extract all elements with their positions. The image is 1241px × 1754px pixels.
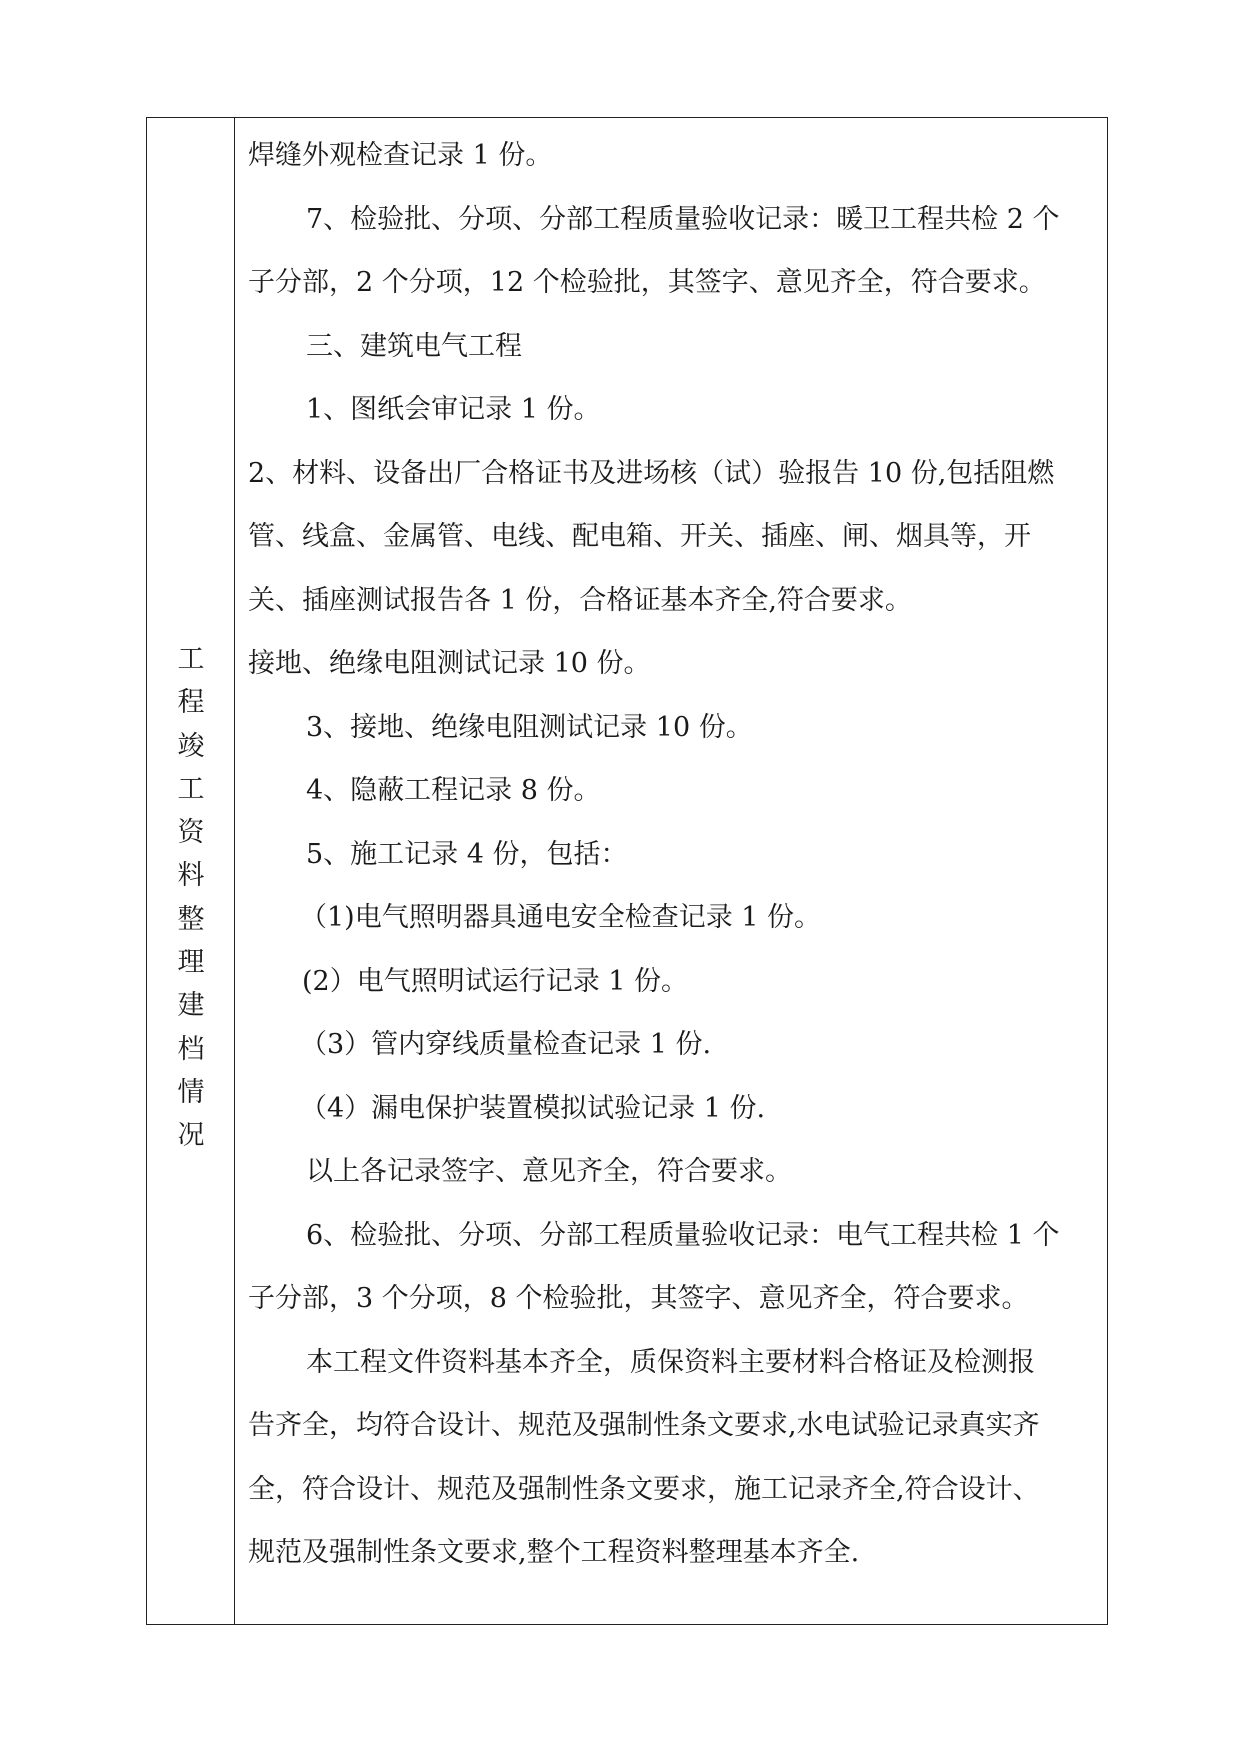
text-line: (2）电气照明试运行记录 1 份。 xyxy=(302,966,689,997)
text-line: （3）管内穿线质量检查记录 1 份. xyxy=(300,1029,712,1060)
text-line: 管、线盒、金属管、电线、配电箱、开关、插座、闸、烟具等，开 xyxy=(248,521,1031,552)
text-line: （4）漏电保护装置模拟试验记录 1 份. xyxy=(300,1093,766,1124)
text-line: 本工程文件资料基本齐全，质保资料主要材料合格证及检测报 xyxy=(306,1347,1035,1378)
text-line: 以上各记录签字、意见齐全，符合要求。 xyxy=(306,1156,792,1187)
text-line: 1、图纸会审记录 1 份。 xyxy=(306,394,601,425)
section-label-cell xyxy=(147,118,235,1624)
record-table xyxy=(146,117,1108,1625)
text-line: 4、隐蔽工程记录 8 份。 xyxy=(306,775,601,806)
text-line: 7、检验批、分项、分部工程质量验收记录：暖卫工程共检 2 个 xyxy=(306,204,1060,235)
text-line: 5、施工记录 4 份，包括： xyxy=(306,839,628,870)
text-line: 关、插座测试报告各 1 份，合格证基本齐全,符合要求。 xyxy=(248,585,912,616)
text-line: 子分部，2 个分项，12 个检验批，其签字、意见齐全，符合要求。 xyxy=(248,267,1046,298)
text-line: 3、接地、绝缘电阻测试记录 10 份。 xyxy=(306,712,753,743)
text-line: （1)电气照明器具通电安全检查记录 1 份。 xyxy=(300,902,822,933)
text-line: 全，符合设计、规范及强制性条文要求，施工记录齐全,符合设计、 xyxy=(248,1474,1040,1505)
text-line: 子分部，3 个分项，8 个检验批，其签字、意见齐全，符合要求。 xyxy=(248,1283,1029,1314)
text-line: 接地、绝缘电阻测试记录 10 份。 xyxy=(248,648,651,679)
text-line: 2、材料、设备出厂合格证书及进场核（试）验报告 10 份,包括阻燃 xyxy=(248,458,1055,489)
section-heading: 三、建筑电气工程 xyxy=(306,331,522,362)
text-line: 规范及强制性条文要求,整个工程资料整理基本齐全. xyxy=(248,1537,860,1568)
text-line: 告齐全，均符合设计、规范及强制性条文要求,水电试验记录真实齐 xyxy=(248,1410,1040,1441)
text-line: 6、检验批、分项、分部工程质量验收记录：电气工程共检 1 个 xyxy=(306,1220,1060,1251)
text-line: 焊缝外观检查记录 1 份。 xyxy=(248,140,553,171)
section-label: 工 程 竣 工 资 料 整 理 建 档 情 况 xyxy=(177,644,205,1152)
